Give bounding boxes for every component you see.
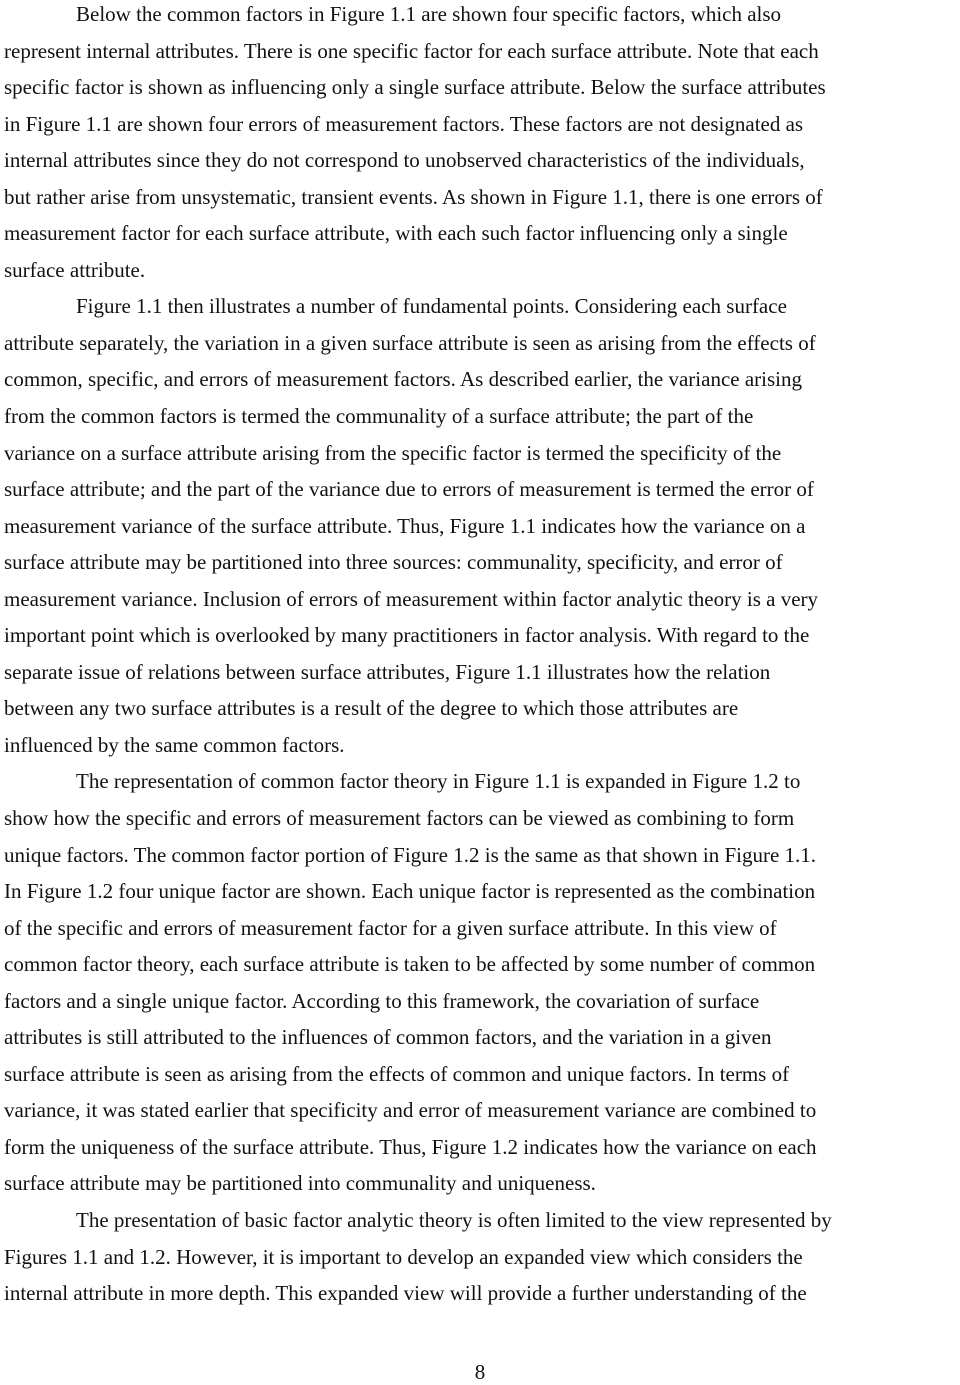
paragraph-2-line-11: separate issue of relations between surface attributes, Figure 1.1 illustrates how the relation [4, 660, 771, 684]
paragraph-2-line-6: surface attribute; and the part of the variance due to errors of measurement is termed the error of [4, 477, 814, 501]
paragraph-3-line-2: show how the specific and errors of measurement factors can be viewed as combining to form [4, 806, 795, 830]
paragraph-4-line-1: The presentation of basic factor analytic theory is often limited to the view represented by [76, 1208, 832, 1232]
paragraph-1-line-6: but rather arise from unsystematic, transient events. As shown in Figure 1.1, there is one errors of [4, 185, 823, 209]
paragraph-3-line-9: surface attribute is seen as arising from the effects of common and unique factors. In terms of [4, 1062, 790, 1086]
paragraph-3-line-8: attributes is still attributed to the influences of common factors, and the variation in a given [4, 1025, 772, 1049]
paragraph-2-line-1: Figure 1.1 then illustrates a number of fundamental points. Considering each surface [76, 294, 787, 318]
paragraph-1-line-1: Below the common factors in Figure 1.1 are shown four specific factors, which also [76, 2, 782, 26]
paragraph-2-line-9: measurement variance. Inclusion of errors of measurement within factor analytic theory is a very [4, 587, 819, 611]
paragraph-2-line-7: measurement variance of the surface attribute. Thus, Figure 1.1 indicates how the variance on a [4, 514, 806, 538]
paragraph-2-line-2: attribute separately, the variation in a given surface attribute is seen as arising from the effects of [4, 331, 816, 355]
paragraph-2-line-5: variance on a surface attribute arising from the specific factor is termed the specificity of the [4, 441, 782, 465]
paragraph-3-line-12: surface attribute may be partitioned into communality and uniqueness. [4, 1171, 596, 1195]
paragraph-3-line-7: factors and a single unique factor. According to this framework, the covariation of surface [4, 989, 760, 1013]
paragraph-1-line-2: represent internal attributes. There is one specific factor for each surface attribute. Note that each [4, 39, 819, 63]
paragraph-4-line-2: Figures 1.1 and 1.2. However, it is important to develop an expanded view which considers the [4, 1245, 803, 1269]
paragraph-3-line-4: In Figure 1.2 four unique factor are shown. Each unique factor is represented as the combination [4, 879, 816, 903]
paragraph-4-line-3: internal attribute in more depth. This expanded view will provide a further understanding of the [4, 1281, 807, 1305]
paragraph-3-line-5: of the specific and errors of measurement factor for a given surface attribute. In this view of [4, 916, 777, 940]
paragraph-2-line-12: between any two surface attributes is a result of the degree to which those attributes are [4, 696, 739, 720]
paragraph-2-line-3: common, specific, and errors of measurement factors. As described earlier, the variance arising [4, 367, 802, 391]
paragraph-2-line-8: surface attribute may be partitioned into three sources: communality, specificity, and error of [4, 550, 783, 574]
paragraph-3-line-11: form the uniqueness of the surface attribute. Thus, Figure 1.2 indicates how the variance on each [4, 1135, 817, 1159]
paragraph-3-line-3: unique factors. The common factor portion of Figure 1.2 is the same as that shown in Figure 1.1. [4, 843, 817, 867]
paragraph-1-line-4: in Figure 1.1 are shown four errors of measurement factors. These factors are not designated as [4, 112, 804, 136]
paragraph-1-line-8: surface attribute. [4, 258, 146, 282]
page-number: 8 [474, 1360, 486, 1384]
paragraph-2-line-13: influenced by the same common factors. [4, 733, 345, 757]
paragraph-1-line-5: internal attributes since they do not correspond to unobserved characteristics of the individuals, [4, 148, 805, 172]
paragraph-3-line-10: variance, it was stated earlier that specificity and error of measurement variance are combined to [4, 1098, 817, 1122]
paragraph-1-line-3: specific factor is shown as influencing only a single surface attribute. Below the surface attributes [4, 75, 826, 99]
paragraph-1-line-7: measurement factor for each surface attribute, with each such factor influencing only a single [4, 221, 788, 245]
paragraph-2-line-10: important point which is overlooked by many practitioners in factor analysis. With regard to the [4, 623, 810, 647]
paragraph-3-line-6: common factor theory, each surface attribute is taken to be affected by some number of common [4, 952, 816, 976]
paragraph-2-line-4: from the common factors is termed the communality of a surface attribute; the part of the [4, 404, 754, 428]
paragraph-3-line-1: The representation of common factor theory in Figure 1.1 is expanded in Figure 1.2 to [76, 769, 801, 793]
